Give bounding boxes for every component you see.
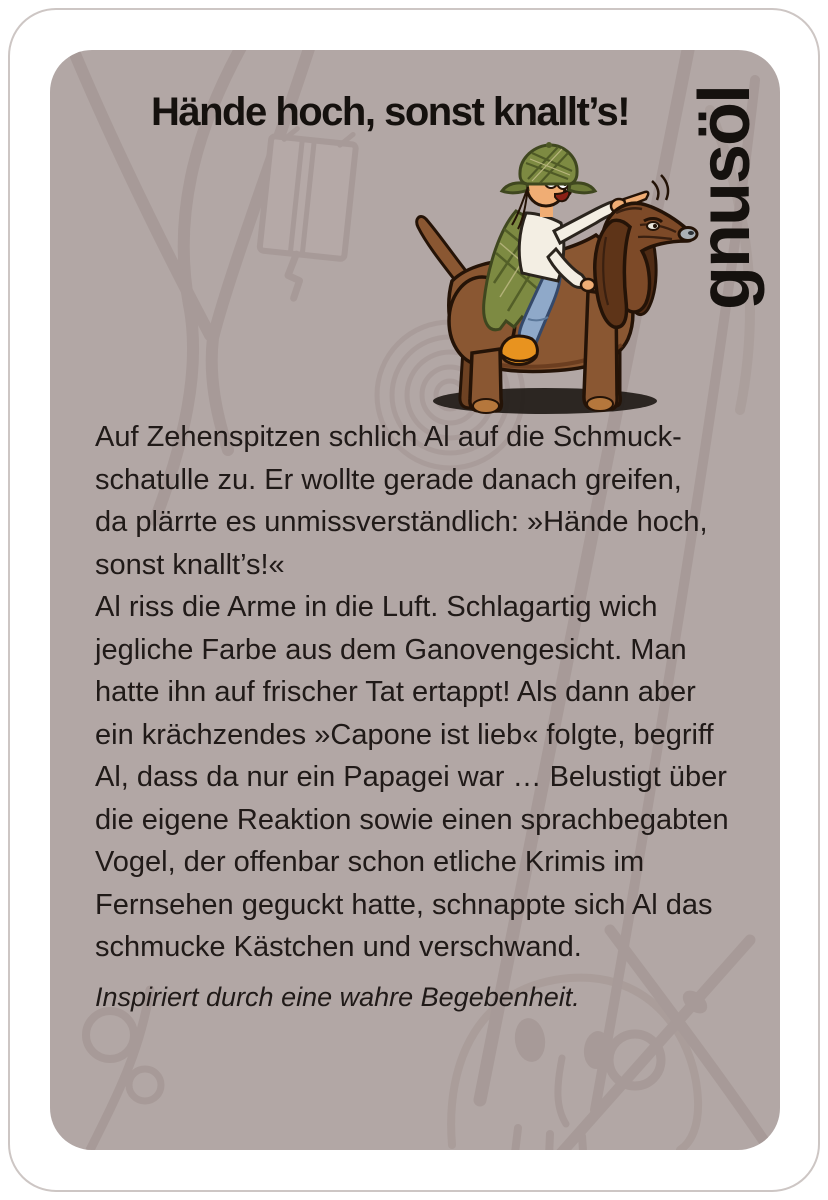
footer-note: Inspiriert durch eine wahre Begebenheit. <box>95 982 580 1012</box>
solution-text-line: jegliche Farbe aus dem Ganovengesicht. Man <box>95 633 687 666</box>
motion-lines <box>652 175 668 200</box>
side-label-loesung: gnusöl <box>685 86 765 310</box>
card-title: Hände hoch, sonst knallt’s! <box>150 90 630 134</box>
solution-text-line: Al riss die Arme in die Luft. Schlagartig wich <box>95 591 658 623</box>
solution-text-line: Auf Zehenspitzen schlich Al auf die Schmuck- <box>95 421 682 453</box>
dog-ear <box>595 220 630 327</box>
solution-text <box>95 416 755 969</box>
solution-text-line: ein krächzendes »Capone ist lieb« folgte, begriff <box>95 718 714 751</box>
dog-tail <box>417 217 466 279</box>
solution-text-line: hatte ihn auf frischer Tat ertappt! Als dann aber <box>95 676 696 708</box>
solution-card <box>50 50 780 1150</box>
solution-text-line: schatulle zu. Er wollte gerade danach greifen, <box>95 463 682 496</box>
solution-text-line: Fernsehen geguckt hatte, schnappte sich Al das <box>95 888 713 921</box>
solution-text-line: schmucke Kästchen und verschwand. <box>95 931 582 963</box>
solution-text-line: Al, dass da nur ein Papagei war … Belustigt über <box>95 761 727 793</box>
illustration-detective-boy-on-bloodhound <box>400 133 705 423</box>
solution-text-line: da plärrte es unmissverständlich: »Hände hoch, <box>95 506 708 538</box>
dog-eye <box>653 224 657 228</box>
solution-text-line: die eigene Reaktion sowie einen sprachbegabten <box>95 803 729 836</box>
solution-text-line: Vogel, der offenbar schon etliche Krimis im <box>95 846 645 878</box>
dog-head <box>595 203 697 327</box>
solution-text-line: sonst knallt’s!« <box>95 548 285 581</box>
